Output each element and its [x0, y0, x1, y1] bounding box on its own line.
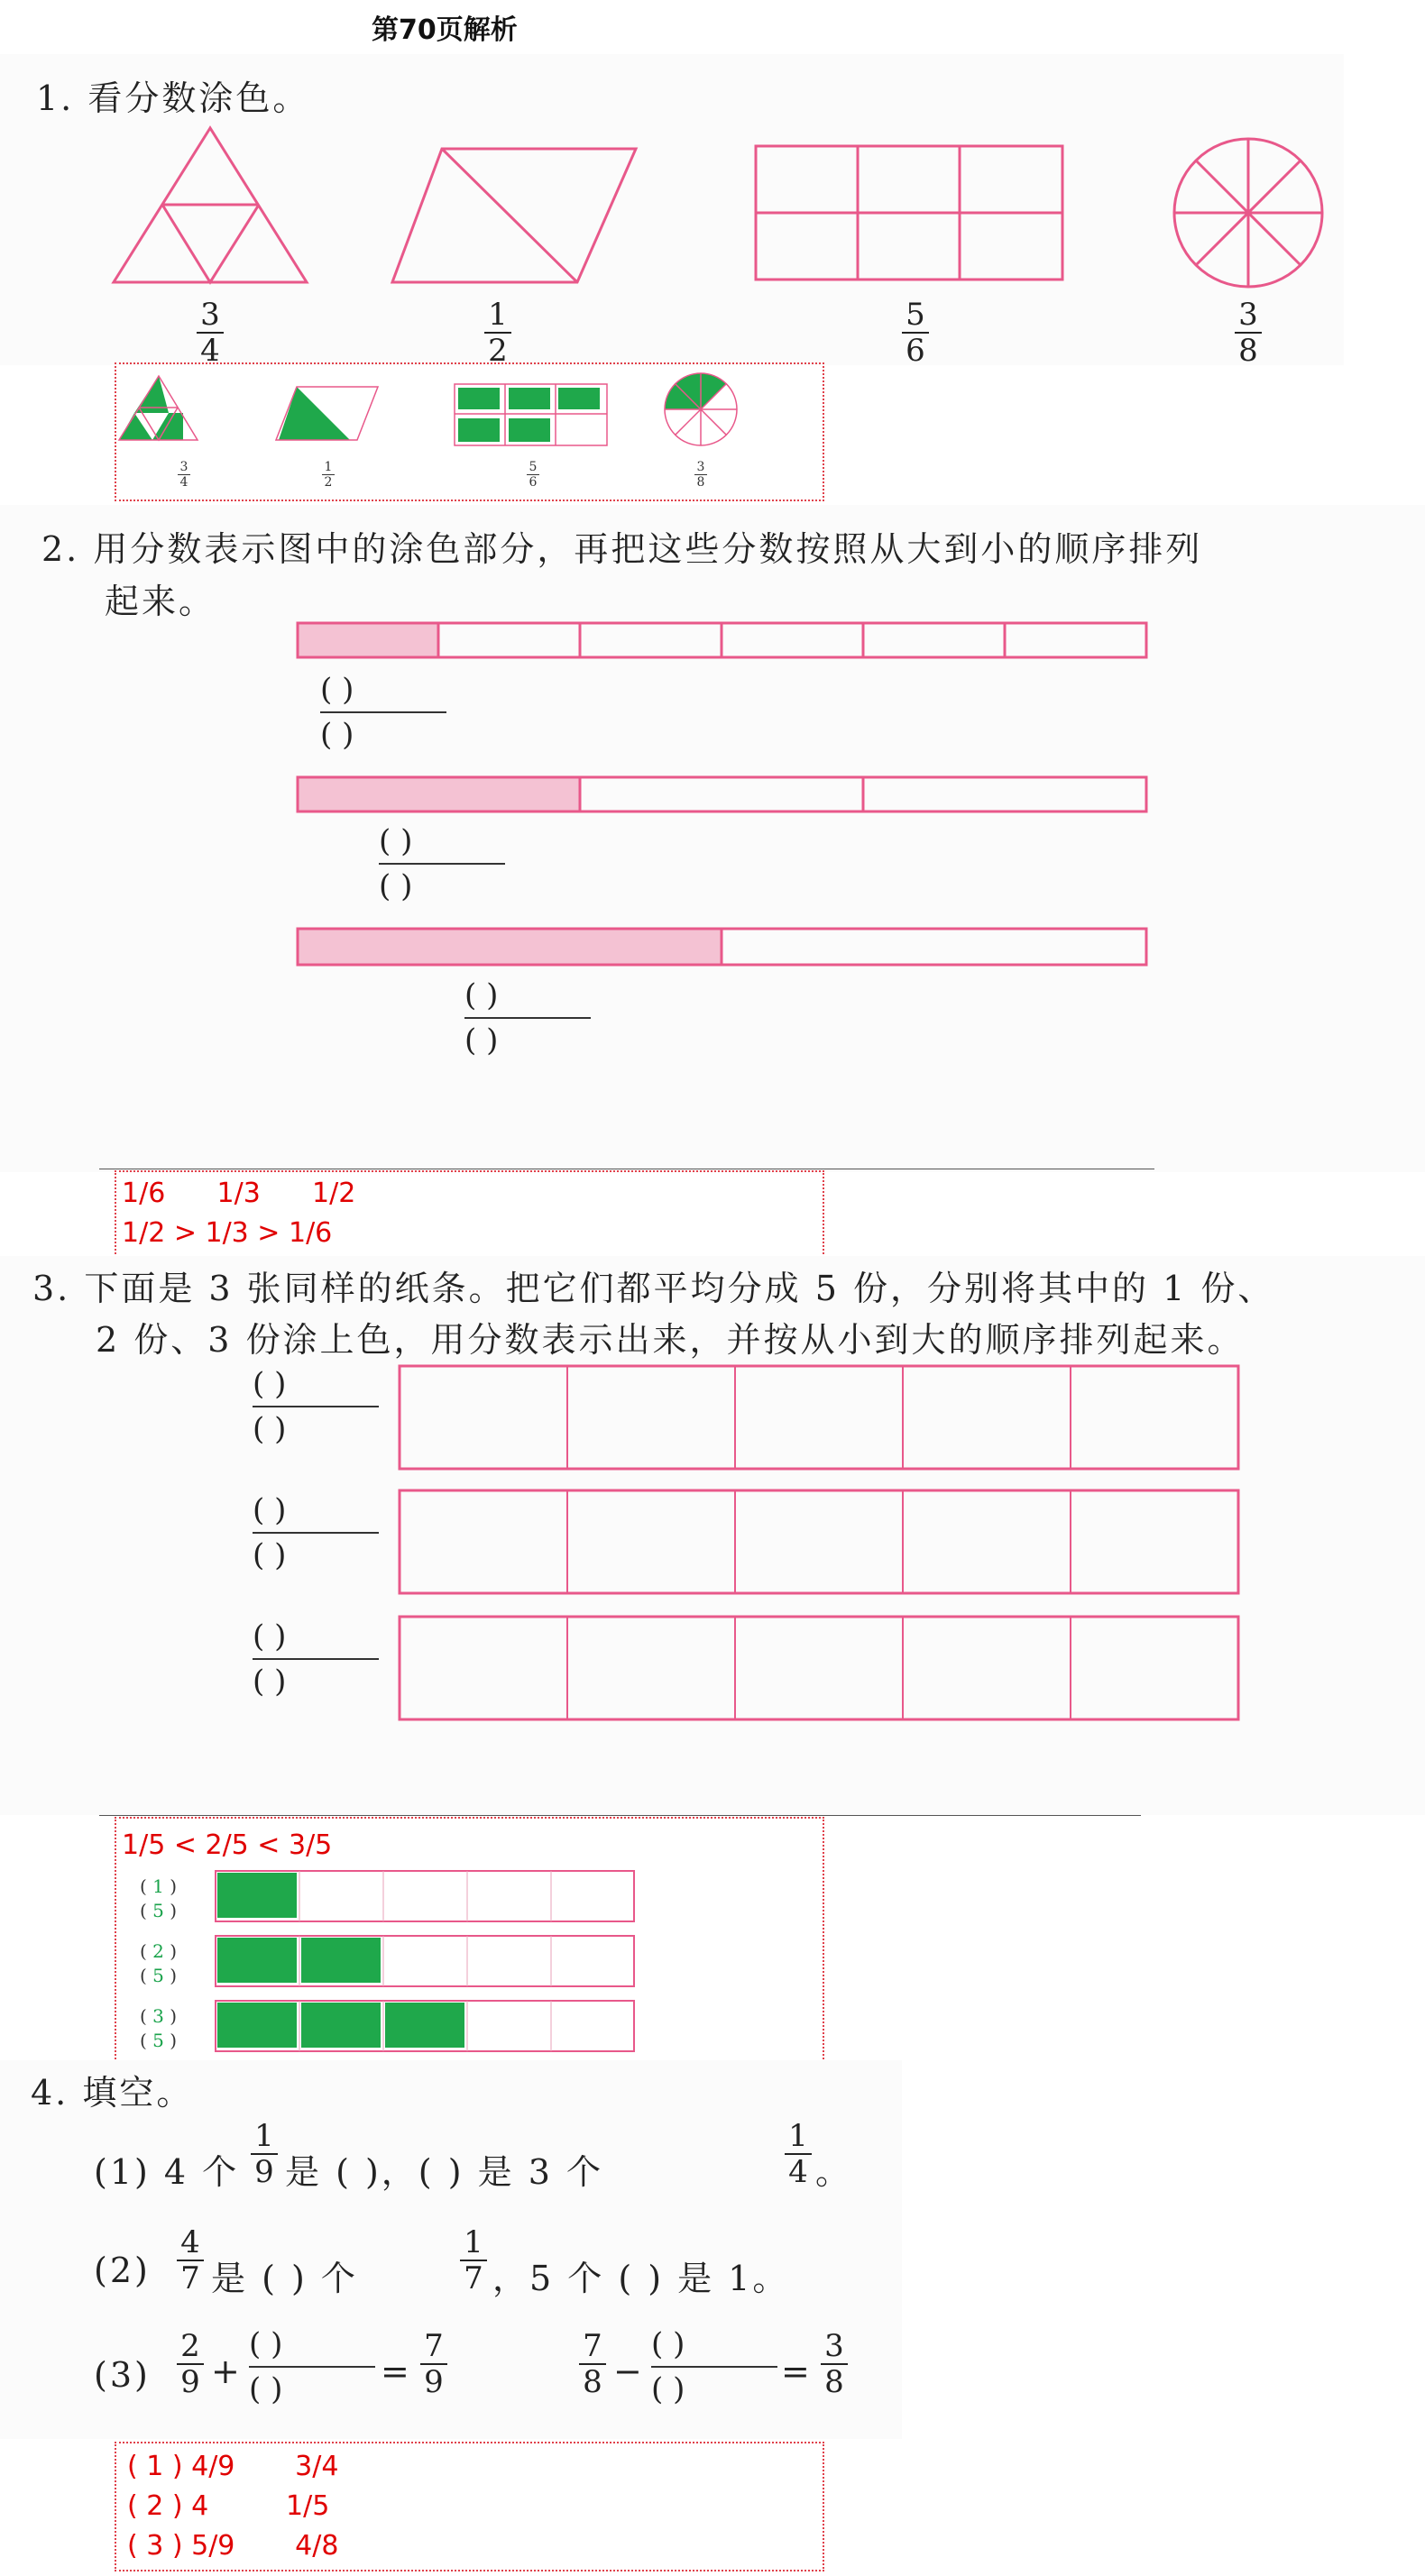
q4-p2-prefix: (2) — [94, 2251, 151, 2290]
q3-strip-3 — [400, 1617, 1238, 1719]
q3-line1: 3. 下面是 3 张同样的纸条。把它们都平均分成 5 份，分别将其中的 1 份、 — [32, 1269, 1275, 1308]
q1-answer-label-1: 3 4 — [178, 461, 190, 489]
q4-p2-text[interactable]: 是 ( ) 个 — [211, 2259, 358, 2298]
q4-p3-blank-1[interactable]: ( ) ( ) — [249, 2326, 375, 2407]
q2-answer-box — [115, 1170, 824, 1258]
answer-circle — [665, 373, 737, 445]
q3-strip-1 — [400, 1366, 1238, 1469]
q1-figures — [0, 117, 1353, 289]
q4-heading: 4. 填空。 — [31, 2073, 194, 2113]
q4-answer-2: ( 2 ) 4 1/5 — [127, 2490, 330, 2522]
q4-p3-eq-1: = — [381, 2351, 412, 2391]
q1-label-2: 1 2 — [484, 299, 511, 366]
q4-p3-frac3: 7 8 — [579, 2331, 606, 2397]
answer-parallelogram — [276, 387, 378, 440]
q4-answer-1: ( 1 ) 4/9 3/4 — [127, 2451, 339, 2482]
q1-text: 1. 看分数涂色。 — [36, 78, 310, 118]
rectangle-figure — [756, 146, 1062, 280]
q2-blank-1[interactable]: ( ) ( ) — [320, 672, 446, 753]
circle-figure — [1174, 139, 1322, 287]
q1-answer-box — [115, 362, 824, 501]
q4-p3-plus: + — [211, 2351, 243, 2391]
page-title: 第70页解析 — [372, 14, 518, 46]
q4-p2-frac2: 1 7 — [460, 2227, 487, 2294]
q2-line1: 2. 用分数表示图中的涂色部分，再把这些分数按照从大到小的顺序排列 — [41, 529, 1203, 569]
q3-answer-frac-2: ( 2 ) ( 5 ) — [140, 1940, 178, 1986]
q2-line2: 起来。 — [105, 582, 216, 621]
q2-answer-order: 1/2 > 1/3 > 1/6 — [122, 1217, 333, 1249]
q1-answer-figures — [116, 364, 823, 463]
q3-answer-strips — [214, 1869, 638, 2058]
q3-blank-3[interactable]: ( ) ( ) — [253, 1618, 379, 1700]
q4-p1-prefix: (1) 4 个 — [94, 2152, 240, 2192]
q2-blank-2[interactable]: ( ) ( ) — [379, 823, 505, 904]
q4-p2-frac1: 4 7 — [177, 2227, 204, 2294]
q1-answer-label-3: 5 6 — [527, 461, 539, 489]
q3-blank-1[interactable]: ( ) ( ) — [253, 1366, 379, 1447]
answer-strip-3 — [216, 2001, 634, 2051]
answer-triangle — [119, 376, 198, 440]
answer-rectangle — [455, 384, 607, 445]
q3-line2: 2 份、3 份涂上色，用分数表示出来，并按从小到大的顺序排列起来。 — [96, 1320, 1245, 1360]
q4-p3-frac1: 2 9 — [177, 2331, 204, 2397]
answer-strip-1 — [216, 1871, 634, 1921]
q3-strips — [397, 1361, 1245, 1731]
q1-label-4: 3 8 — [1235, 299, 1262, 366]
q4-p3-prefix: (3) — [94, 2355, 151, 2395]
q4-p3-blank-2[interactable]: ( ) ( ) — [651, 2326, 777, 2407]
q1-answer-label-4: 3 8 — [694, 461, 707, 489]
q1-label-3: 5 6 — [902, 299, 929, 366]
q1-answer-label-2: 1 2 — [322, 461, 335, 489]
q4-p3-minus: − — [613, 2351, 645, 2391]
q3-blank-2[interactable]: ( ) ( ) — [253, 1492, 379, 1573]
triangle-figure — [114, 128, 307, 282]
q4-p1-frac2: 1 4 — [785, 2121, 812, 2187]
q4-p2-tail[interactable]: ，5 个 ( ) 是 1。 — [492, 2259, 790, 2298]
q3-strip-2 — [400, 1490, 1238, 1593]
q3-scan-divider — [99, 1815, 1141, 1816]
parallelogram-figure — [392, 149, 636, 282]
answer-strip-2 — [216, 1936, 634, 1986]
q4-answer-box — [115, 2442, 824, 2571]
q4-p1-end: 。 — [815, 2152, 853, 2192]
q2-blank-3[interactable]: ( ) ( ) — [464, 977, 591, 1059]
q3-answer-order: 1/5 < 2/5 < 3/5 — [122, 1829, 333, 1861]
q3-answer-frac-1: ( 1 ) ( 5 ) — [140, 1875, 178, 1921]
q4-p3-frac4: 3 8 — [821, 2331, 848, 2397]
q4-p1-text[interactable]: 是 ( )，( ) 是 3 个 — [285, 2152, 603, 2192]
q4-p3-eq-2: = — [781, 2351, 813, 2391]
q2-answer-fractions: 1/6 1/3 1/2 — [122, 1178, 356, 1209]
q4-p1-frac1: 1 9 — [251, 2121, 278, 2187]
q1-label-1: 3 4 — [197, 299, 224, 366]
q3-answer-frac-3: ( 3 ) ( 5 ) — [140, 2005, 178, 2051]
q4-p3-frac2: 7 9 — [420, 2331, 447, 2397]
q4-answer-3: ( 3 ) 5/9 4/8 — [127, 2530, 339, 2562]
q3-answer-box — [115, 1817, 824, 2062]
